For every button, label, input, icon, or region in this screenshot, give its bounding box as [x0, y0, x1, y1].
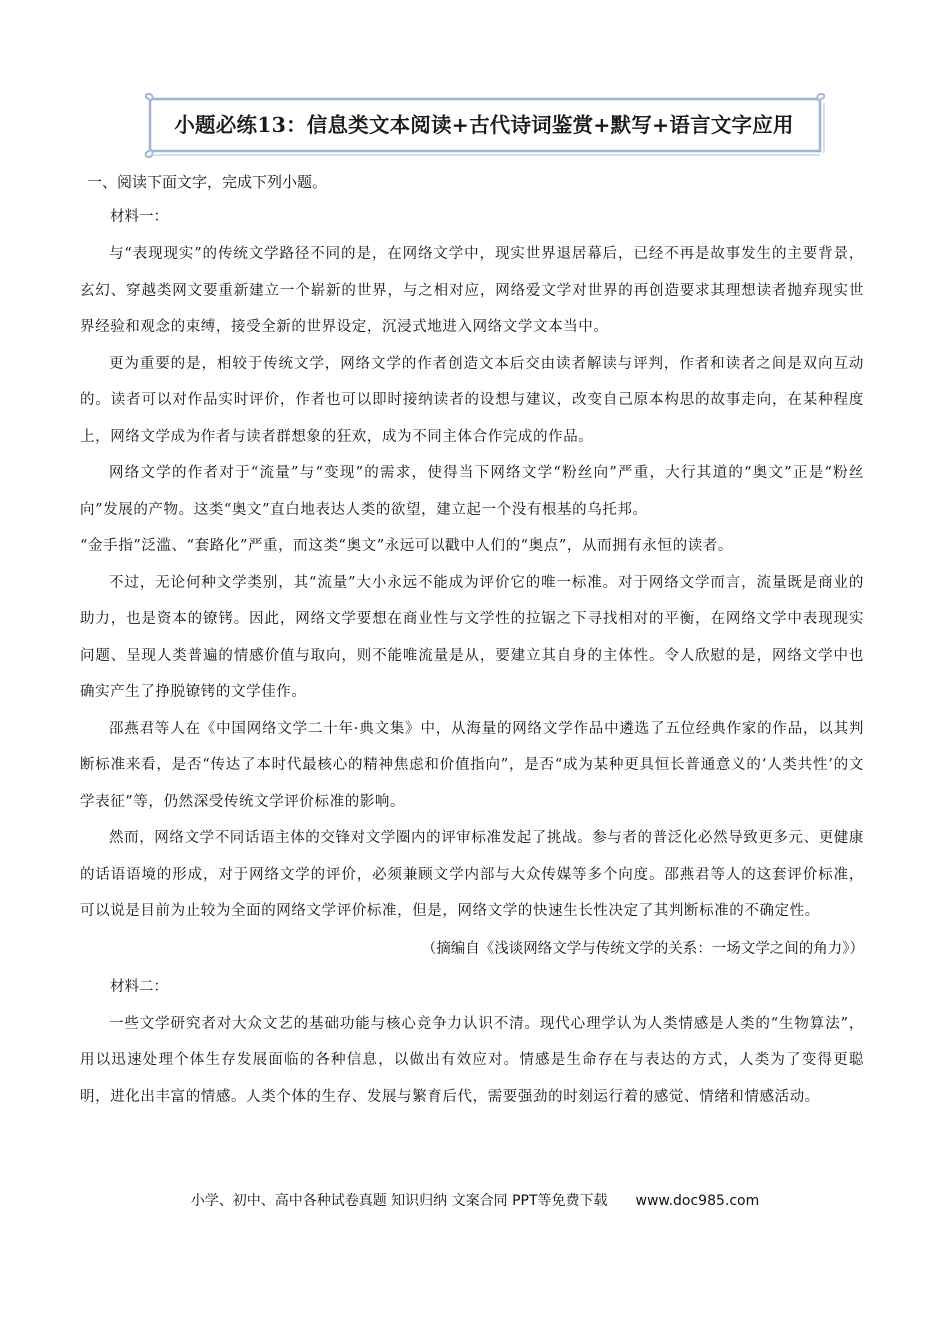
reading-passage	[80, 198, 864, 1115]
material-one-paragraph-6: 邵燕君等人在《中国网络文学二十年·典文集》中，从海量的网络文学作品中遴选了五位经典作家的作品，以其判断标准来看，是否“传达了本时代最核心的精神焦虑和价值指向”，是否“成为某种更具恒长普通意义的‘人类共性’的文学表征”等，仍然深受传统文学评价标准的影响。	[80, 720, 864, 810]
material-two-paragraph-1: 一些文学研究者对大众文艺的基础功能与核心竞争力认识不清。现代心理学认为人类情感是人类的“生物算法”，用以迅速处理个体生存发展面临的各种信息，以做出有效应对。情感是生命存在与表达的方式，人类为了变得更聪明，进化出丰富的情感。人类个体的生存、发展与繁育后代，需要强劲的时刻运行着的感觉、情绪和情感活动。	[80, 1015, 864, 1105]
footer-text: 小学、初中、高中各种试卷真题 知识归纳 文案合同 PPT等免费下载	[190, 1193, 608, 1209]
material-one-paragraph-5: 不过，无论何种文学类别，其“流量”大小永远不能成为评价它的唯一标准。对于网络文学而言，流量既是商业的助力，也是资本的镣铐。因此，网络文学要想在商业性与文学性的拉锯之下寻找相对的平衡，在网络文学中表现现实问题、呈现人类普遍的情感价值与取向，则不能唯流量是从，要建立其自身的主体性。令人欣慰的是，网络文学中也确实产生了挣脱镣铐的文学佳作。	[80, 574, 864, 700]
material-one-paragraph-4: “金手指”泛滥、“套路化”严重，而这类“奥文”永远可以戳中人们的“奥点”，从而拥有永恒的读者。	[80, 538, 733, 554]
material-one-source: （摘编自《浅谈网络文学与传统文学的关系：一场文学之间的角力》）	[421, 940, 864, 957]
material-one-paragraph-1: 与“表现现实”的传统文学路径不同的是，在网络文学中，现实世界退居幕后，已经不再是故事发生的主要背景，玄幻、穿越类网文要重新建立一个崭新的世界，与之相对应，网络爱文学对世界的再创造要求其理想读者抛弃现实世界经验和观念的束缚，接受全新的世界设定，沉浸式地进入网络文学文本当中。	[80, 246, 864, 335]
material-one-paragraph-2: 更为重要的是，相较于传统文学，网络文学的作者创造文本后交由读者解读与评判，作者和读者之间是双向互动的。读者可以对作品实时评价，作者也可以即时接纳读者的设想与建议，改变自己原本构思的故事走向，在某种程度上，网络文学成为作者与读者群想象的狂欢，成为不同主体合作完成的作品。	[80, 355, 864, 445]
section-heading: 一、阅读下面文字，完成下列小题。	[87, 173, 328, 191]
page-footer	[0, 1190, 950, 1210]
material-one-paragraph-7: 然而，网络文学不同话语主体的交锋对文学圈内的评审标准发起了挑战。参与者的普泛化必然导致更多元、更健康的话语语境的形成，对于网络文学的评价，必须兼顾文学内部与大众传媒等多个向度。邵燕君等人的这套评价标准，可以说是目前为止较为全面的网络文学评价标准，但是，网络文学的快速生长性决定了其判断标准的不确定性。	[80, 830, 864, 919]
material-one-label: 材料一：	[110, 209, 168, 225]
footer-url[interactable]: www.doc985.com	[635, 1193, 760, 1209]
material-two-label: 材料二：	[110, 978, 168, 995]
title-banner	[142, 93, 826, 159]
page-title: 小题必练13：信息类文本阅读+古代诗词鉴赏+默写+语言文字应用	[174, 113, 794, 137]
material-one-paragraph-3: 网络文学的作者对于“流量”与“变现”的需求，使得当下网络文学“粉丝向”严重，大行其道的“奥文”正是“粉丝向”发展的产物。这类“奥文”直白地表达人类的欲望，建立起一个没有根基的乌托邦。	[80, 465, 864, 518]
